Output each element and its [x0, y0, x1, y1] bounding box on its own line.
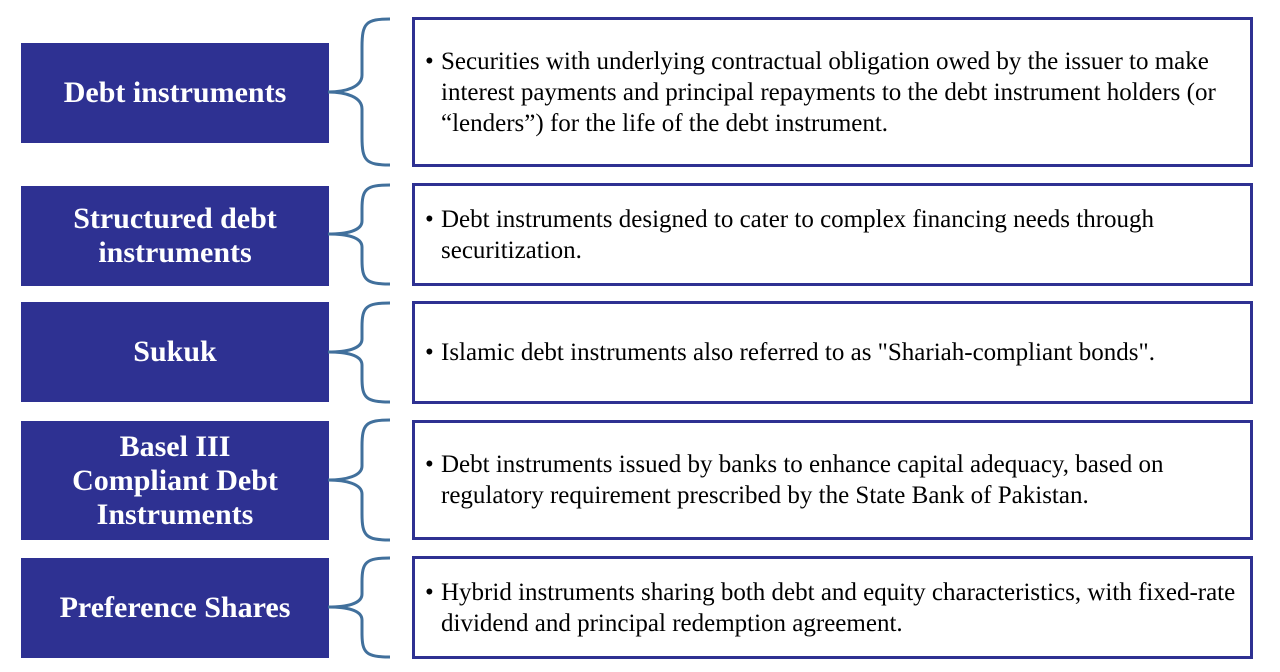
brace-icon: [326, 556, 392, 659]
description-text: Debt instruments issued by banks to enhance capital adequacy, based on regulatory requirement prescribed by the State Bank of Pakistan.: [441, 451, 1164, 509]
label-sukuk: Sukuk: [21, 302, 329, 402]
row-sukuk: [0, 301, 1280, 404]
description-text: Islamic debt instruments also referred to as "Shariah-compliant bonds".: [441, 339, 1155, 366]
row-preference-shares: [0, 556, 1280, 659]
brace-icon: [326, 17, 392, 167]
description-box: [412, 183, 1253, 286]
description-box: [412, 17, 1253, 167]
brace-icon: [326, 418, 392, 542]
description-box: [412, 301, 1253, 404]
label-basel-iii: Basel III Compliant Debt Instruments: [21, 421, 329, 540]
label-structured-debt-instruments: Structured debt instruments: [21, 186, 329, 286]
description-box: [412, 420, 1253, 540]
row-structured-debt-instruments: [0, 183, 1280, 286]
bullet: •: [425, 339, 434, 366]
bullet: •: [425, 47, 434, 75]
bullet: •: [425, 578, 434, 606]
brace-icon: [326, 301, 392, 404]
description-text: Hybrid instruments sharing both debt and equity characteristics, with fixed-rate dividend and principal redemption agreement.: [441, 578, 1236, 637]
label-preference-shares: Preference Shares: [21, 558, 329, 658]
brace-icon: [326, 183, 392, 286]
description-box: [412, 556, 1253, 659]
row-basel-iii: [0, 418, 1280, 542]
row-debt-instruments: [0, 17, 1280, 167]
bullet: •: [425, 205, 434, 233]
description-text: Securities with underlying contractual obligation owed by the issuer to make interest payments and principal repayments to the debt instrument holders (or “lenders”) for the life of the debt instrument.: [441, 47, 1216, 137]
description-text: Debt instruments designed to cater to complex financing needs through securitization.: [441, 205, 1155, 264]
label-debt-instruments: Debt instruments: [21, 43, 329, 143]
bullet: •: [425, 451, 434, 478]
